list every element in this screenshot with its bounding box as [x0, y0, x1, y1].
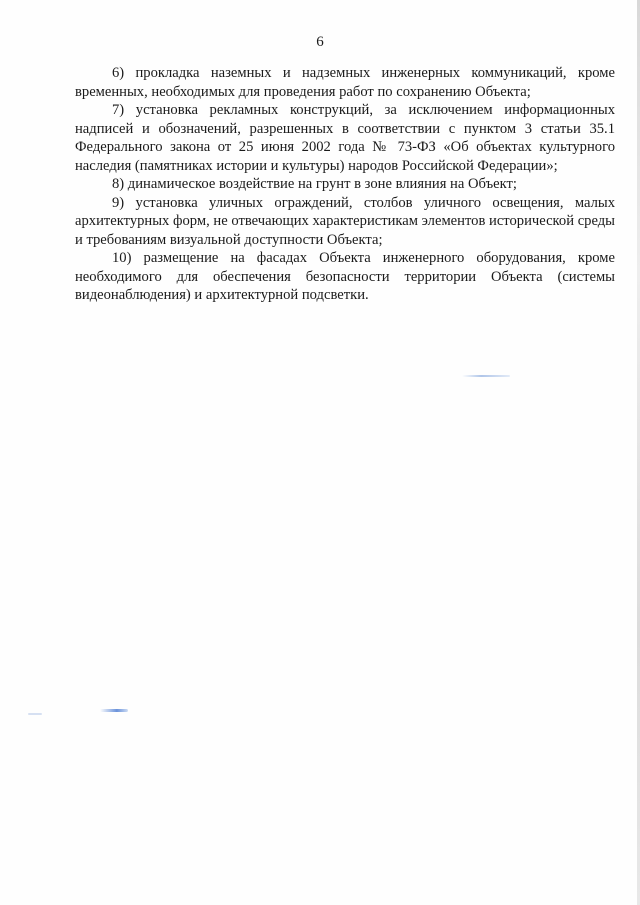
page-number: 6	[316, 34, 324, 50]
ink-smudge-mark	[28, 713, 42, 715]
ink-smudge-mark	[100, 709, 128, 712]
list-item: 9) установка уличных ограждений, столбов уличного освещения, малых архитектурных форм, не отвечающих характеристикам элементов исторической среды и требованиям визуальной доступности Объекта;	[75, 194, 615, 248]
ink-smudge-mark	[462, 375, 510, 377]
list-item: 6) прокладка наземных и надземных инженерных коммуникаций, кроме временных, необходимых для проведения работ по сохранению Объекта;	[75, 65, 615, 100]
document-body	[75, 64, 615, 305]
list-item: 10) размещение на фасадах Объекта инженерного оборудования, кроме необходимого для обеспечения безопасности территории Объекта (системы видеонаблюдения) и архитектурной подсветки.	[75, 250, 615, 303]
list-item: 8) динамическое воздействие на грунт в зоне влияния на Объект;	[112, 176, 517, 192]
list-item: 7) установка рекламных конструкций, за исключением информационных надписей и обозначений, разрешенных в соответствии с пунктом 3 статьи 35.1 Федерального закона от 25 июня 2002 года № 73-ФЗ «Об объектах культурного наследия (памятниках истории и культуры) народов Российской Федерации»;	[75, 102, 615, 174]
